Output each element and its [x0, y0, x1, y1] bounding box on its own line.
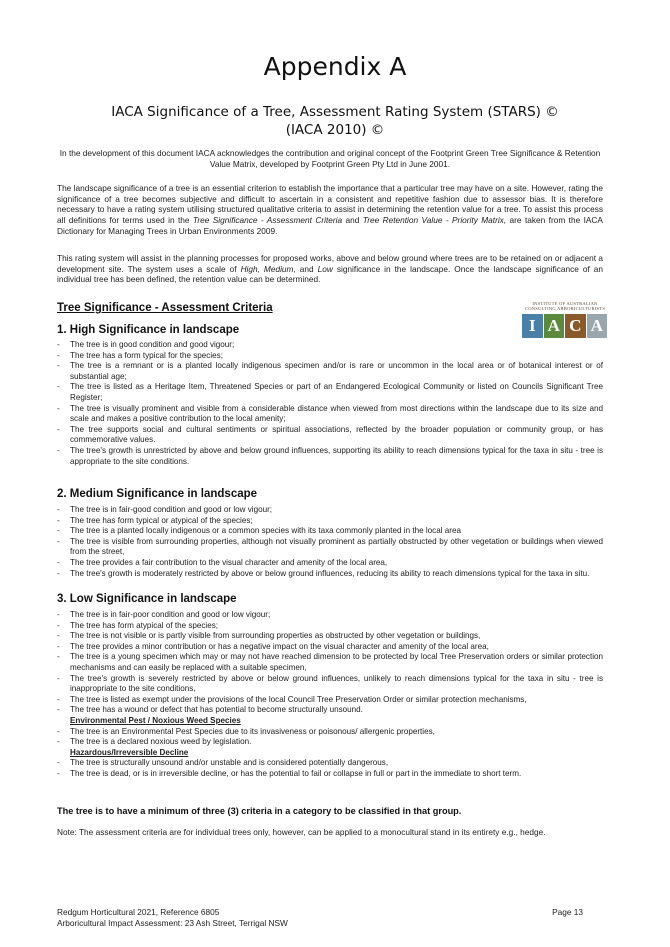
- criterion-item: - The tree is in fair-poor condition and good or low vigour;: [57, 610, 603, 621]
- criterion-item: - The tree's growth is moderately restricted by above or below ground influences, reducing its ability to reach dimensions typical for the taxa in situ.: [57, 569, 603, 580]
- intro1-italic-b: Tree Retention Value - Priority Matrix,: [362, 215, 507, 226]
- low-significance-list: [57, 610, 603, 780]
- criteria-heading: Tree Significance - Assessment Criteria: [57, 302, 273, 314]
- minimum-criteria-rule: The tree is to have a minimum of three (3) criteria in a category to be classified in that group.: [57, 806, 462, 816]
- criterion-item: - The tree has form atypical of the species;: [57, 621, 603, 632]
- criterion-item: - The tree is a remnant or is a planted locally indigenous specimen and/or is rare or uncommon in the local area or of botanical interest or of substantial age;: [57, 361, 603, 382]
- intro1-text-b: and: [342, 215, 363, 226]
- criterion-item: - The tree is an Environmental Pest Species due to its invasiveness or poisonous/ allergenic properties,: [57, 727, 603, 738]
- logo-tiles: [522, 314, 607, 338]
- page-title: Appendix A: [263, 52, 407, 81]
- intro1-italic-a: Tree Significance - Assessment Criteria: [192, 215, 343, 226]
- intro-paragraph-1: [57, 183, 603, 237]
- acknowledgement-paragraph: In the development of this document IACA acknowledges the contribution and original concept of the Footprint Green Tree Significance & Retention Value Matrix, developed by Footprint Green Pty Ltd in June 2001.: [59, 148, 601, 169]
- criterion-item: - The tree supports social and cultural sentiments or spiritual associations, reflected by the broader population or community group, or has commemorative values.: [57, 425, 603, 446]
- logo-line-2: CONSULTING ARBORICULTURISTS: [525, 306, 605, 311]
- low-subheading: Environmental Pest / Noxious Weed Species: [70, 715, 241, 725]
- intro-paragraph-2: [57, 253, 603, 285]
- footer-project: Arboricultural Impact Assessment: 23 Ash Street, Terrigal NSW: [57, 917, 288, 928]
- note: Note: The assessment criteria are for individual trees only, however, can be applied to a monocultural stand in its entirety e.g., hedge.: [57, 827, 546, 837]
- iaca-logo: [520, 301, 610, 341]
- criterion-item: - The tree has a wound or defect that has potential to become structurally unsound.: [57, 705, 603, 716]
- footer: [57, 907, 288, 928]
- intro2-text-b: and: [295, 263, 318, 274]
- criterion-item: - The tree is visible from surrounding properties, although not visually prominent as partially obstructed by other vegetation or buildings when viewed from the street,: [57, 537, 603, 558]
- criterion-item: - The tree is in fair-good condition and good or low vigour;: [57, 505, 603, 516]
- logo-tile-a: A: [544, 314, 565, 338]
- logo-tile-c: C: [565, 314, 586, 338]
- low-subheading: Hazardous/Irreversible Decline: [70, 747, 189, 757]
- intro2-italic-a: High, Medium,: [240, 263, 296, 274]
- criterion-item: - The tree is a planted locally indigenous or a common species with its taxa commonly planted in the local area: [57, 526, 603, 537]
- criterion-item: - The tree is listed as a Heritage Item, Threatened Species or part of an Endangered Ecological Community or listed on Councils Significant Tree Register;: [57, 382, 603, 403]
- criterion-item: - The tree provides a minor contribution or has a negative impact on the visual character and amenity of the local area,: [57, 642, 603, 653]
- logo-tile-a2: A: [587, 314, 608, 338]
- intro2-italic-b: Low: [317, 263, 333, 274]
- criterion-item: - The tree is dead, or is in irreversible decline, or has the potential to fail or collapse in full or part in the immediate to short term.: [57, 769, 603, 780]
- page-number: Page 13: [552, 907, 583, 917]
- logo-tile-i: I: [522, 314, 543, 338]
- criterion-item: - The tree provides a fair contribution to the visual character and amenity of the local area,: [57, 558, 603, 569]
- medium-significance-list: [57, 505, 603, 579]
- high-significance-heading: 1. High Significance in landscape: [57, 324, 240, 336]
- intro2-text-c: significance in the landscape. Once the landscape significance of an individual tree has been defined, the retention value can be determined.: [57, 263, 603, 285]
- criterion-item: - The tree's growth is unrestricted by above and below ground influences, supporting its ability to reach dimensions typical for the taxa in situ - tree is appropriate to the site conditions.: [57, 446, 603, 467]
- high-significance-list: [57, 340, 603, 467]
- criterion-item: - The tree is not visible or is partly visible from surrounding properties as obstructed by other vegetation or buildings,: [57, 631, 603, 642]
- criterion-item: - The tree has form typical or atypical of the species;: [57, 516, 603, 527]
- footer-reference: Redgum Horticultural 2021, Reference 6805: [57, 907, 220, 917]
- subtitle-line-1: IACA Significance of a Tree, Assessment Rating System (STARS) ©: [111, 104, 559, 120]
- criterion-item: - The tree is a young specimen which may or may not have reached dimension to be protected by local Tree Preservation orders or similar protection mechanisms and can easily be replaced with a suitable specimen,: [57, 652, 603, 673]
- criterion-item: - The tree is structurally unsound and/or unstable and is considered potentially dangerous,: [57, 758, 603, 769]
- intro1-text-a: The landscape significance of a tree is an essential criterion to establish the importance that a particular tree may have on a site. However, rating the significance of a tree becomes subjective and difficult to ascertain in a consistent and repetitive fashion due to assessor bias. It is therefore necessary to have a rating system utilising structured qualitative criteria to assist in determining the retention value for a tree. To assist this process all definitions for terms used in the: [57, 183, 603, 226]
- subtitle-line-2: (IACA 2010) ©: [285, 122, 385, 138]
- criterion-item: - The tree's growth is severely restricted by above or below ground influences, unlikely to reach dimensions typical for the taxa in situ - tree is inappropriate to the site conditions,: [57, 674, 603, 695]
- logo-line-1: INSTITUTE OF AUSTRALIAN: [532, 301, 598, 306]
- logo-text: [520, 301, 610, 311]
- criterion-item: - The tree is listed as exempt under the provisions of the local Council Tree Preservation Order or similar protection mechanisms,: [57, 695, 603, 706]
- criterion-item: - The tree is in good condition and good vigour;: [57, 340, 603, 351]
- criterion-item: - The tree is visually prominent and visible from a considerable distance when viewed from most directions within the landscape due to its size and scale and makes a positive contribution to the local amenity;: [57, 404, 603, 425]
- document-subtitle: [60, 103, 610, 139]
- intro2-text-a: This rating system will assist in the planning processes for proposed works, above and below ground where trees are to be retained on or adjacent a development site. The system uses a scale of: [57, 253, 603, 274]
- low-significance-heading: 3. Low Significance in landscape: [57, 593, 237, 605]
- intro1-text-c: are taken from the IACA Dictionary for Managing Trees in Urban Environments 2009.: [57, 215, 603, 236]
- criterion-item: - The tree has a form typical for the species;: [57, 351, 603, 362]
- criterion-item: - The tree is a declared noxious weed by legislation.: [57, 737, 603, 748]
- medium-significance-heading: 2. Medium Significance in landscape: [57, 488, 258, 500]
